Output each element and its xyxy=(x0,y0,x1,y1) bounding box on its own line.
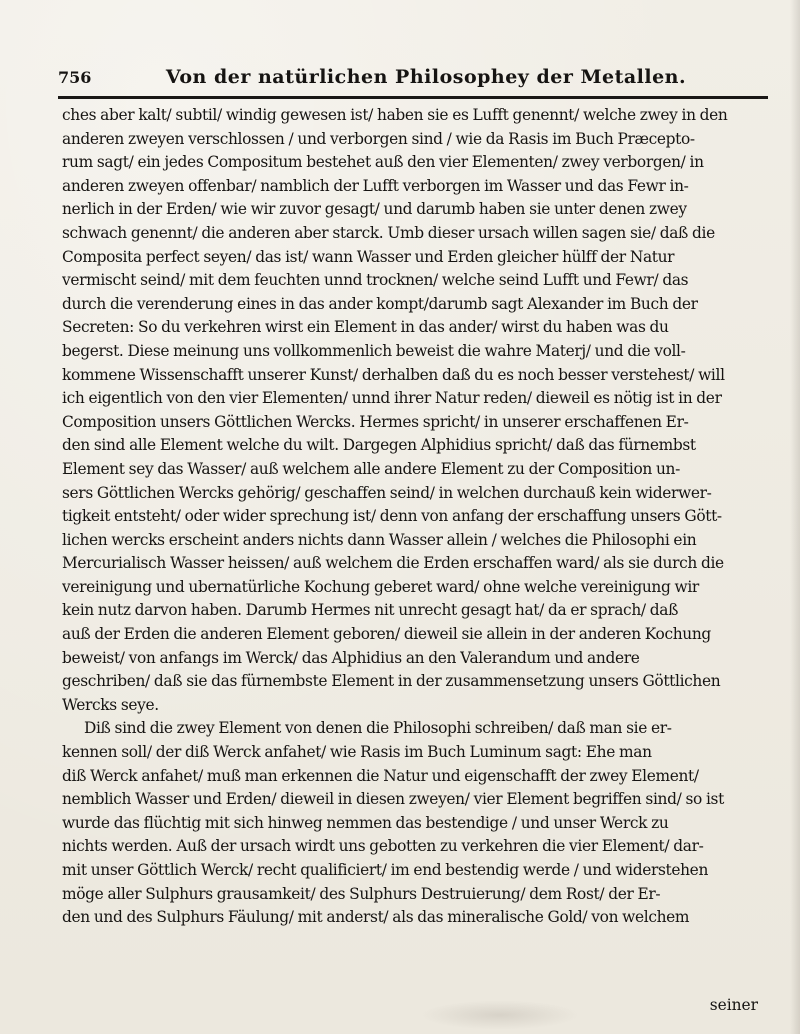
text-line: beweist/ von anfangs im Werck/ das Alphidius an den Valerandum und andere xyxy=(62,648,640,667)
page-edge-shadow xyxy=(790,0,800,1034)
text-line: Element sey das Wasser/ auß welchem alle andere Element zu der Composition un- xyxy=(62,459,680,478)
text-line: begerst. Diese meinung uns vollkommenlich beweist die wahre Materj/ und die voll- xyxy=(62,341,686,360)
text-line: Diß sind die zwey Element von denen die Philosophi schreiben/ daß man sie er- xyxy=(84,719,672,738)
text-line: mit unser Göttlich Werck/ recht qualificiert/ im end bestendig werde / und widerstehen xyxy=(62,861,709,879)
text-line: anderen zweyen offenbar/ namblich der Lufft verborgen im Wasser und das Fewr in- xyxy=(62,176,689,195)
text-line: kommene Wissenschafft unserer Kunst/ derhalben daß du es noch besser verstehest/ will xyxy=(62,365,725,384)
text-line: Composition unsers Göttlichen Wercks. Hermes spricht/ in unserer erschaffenen Er- xyxy=(62,412,689,431)
text-line: Secreten: So du verkehren wirst ein Element in das ander/ wirst du haben was du xyxy=(62,318,669,337)
text-line: den und des Sulphurs Fäulung/ mit anderst/ als das mineralische Gold/ von welchem xyxy=(62,908,690,927)
text-line: Mercurialisch Wasser heissen/ auß welchem die Erden erschaffen ward/ als sie durch die xyxy=(62,554,724,573)
text-line: auß der Erden die anderen Element geboren/ dieweil sie allein in der anderen Kochung xyxy=(62,625,711,644)
text-line: vermischt seind/ mit dem feuchten unnd trocknen/ welche seind Lufft und Fewr/ das xyxy=(62,271,689,290)
running-title: Von der natürlichen Philosophey der Metallen. xyxy=(165,66,687,88)
text-line: nemblich Wasser und Erden/ dieweil in diesen zweyen/ vier Element begriffen sind/ so ist xyxy=(62,790,724,809)
text-line: möge aller Sulphurs grausamkeit/ des Sulphurs Destruierung/ dem Rost/ der Er- xyxy=(62,884,661,903)
header-rule xyxy=(58,96,768,99)
text-line: geschriben/ daß sie das fürnembste Element in der zusammensetzung unsers Göttlichen xyxy=(62,672,721,691)
text-line: wurde das flüchtig mit sich hinweg nemmen das bestendige / und unser Werck zu xyxy=(62,813,669,832)
text-line: sers Göttlichen Wercks gehörig/ geschaffen seind/ in welchen durchauß kein widerwer- xyxy=(62,483,712,502)
catchword: seiner xyxy=(709,996,758,1014)
text-line: nichts werden. Auß der ursach wirdt uns gebotten zu verkehren die vier Element/ dar- xyxy=(62,837,704,856)
page-number: 756 xyxy=(58,68,92,87)
text-line: lichen wercks erscheint anders nichts dann Wasser allein / welches die Philosophi ein xyxy=(62,530,697,549)
text-line: kein nutz darvon haben. Darumb Hermes nit unrecht gesagt hat/ da er sprach/ daß xyxy=(62,601,679,620)
ink-smudge xyxy=(420,1000,580,1030)
text-line: tigkeit entsteht/ oder wider sprechung ist/ denn von anfang der erschaffung unsers Gött- xyxy=(62,507,722,526)
text-line: anderen zweyen verschlossen / und verborgen sind / wie da Rasis im Buch Præcepto- xyxy=(62,129,695,148)
text-line: ich eigentlich von den vier Elementen/ unnd ihrer Natur reden/ dieweil es nötig ist in der xyxy=(62,389,722,408)
text-line: vereinigung und ubernatürliche Kochung geberet ward/ ohne welche vereinigung wir xyxy=(62,577,699,596)
body-text xyxy=(62,104,774,930)
text-line: rum sagt/ ein jedes Compositum bestehet auß den vier Elementen/ zwey verborgen/ in xyxy=(62,153,704,172)
text-line: diß Werck anfahet/ muß man erkennen die Natur und eigenschafft der zwey Element/ xyxy=(62,766,699,785)
text-line: den sind alle Element welche du wilt. Dargegen Alphidius spricht/ daß das fürnembst xyxy=(62,436,696,455)
page-header xyxy=(58,60,758,92)
text-line: ches aber kalt/ subtil/ windig gewesen ist/ haben sie es Lufft genennt/ welche zwey in den xyxy=(62,106,728,124)
text-line: schwach genennt/ die anderen aber starck. Umb dieser ursach willen sagen sie/ daß die xyxy=(62,223,715,242)
text-line: Wercks seye. xyxy=(62,695,159,714)
text-line: Composita perfect seyen/ das ist/ wann Wasser und Erden gleicher hülff der Natur xyxy=(62,247,675,266)
text-line: nerlich in der Erden/ wie wir zuvor gesagt/ und darumb haben sie unter denen zwey xyxy=(62,200,687,219)
text-line: durch die verenderung eines in das ander kompt/darumb sagt Alexander im Buch der xyxy=(62,294,698,313)
text-line: kennen soll/ der diß Werck anfahet/ wie Rasis im Buch Luminum sagt: Ehe man xyxy=(62,743,652,762)
